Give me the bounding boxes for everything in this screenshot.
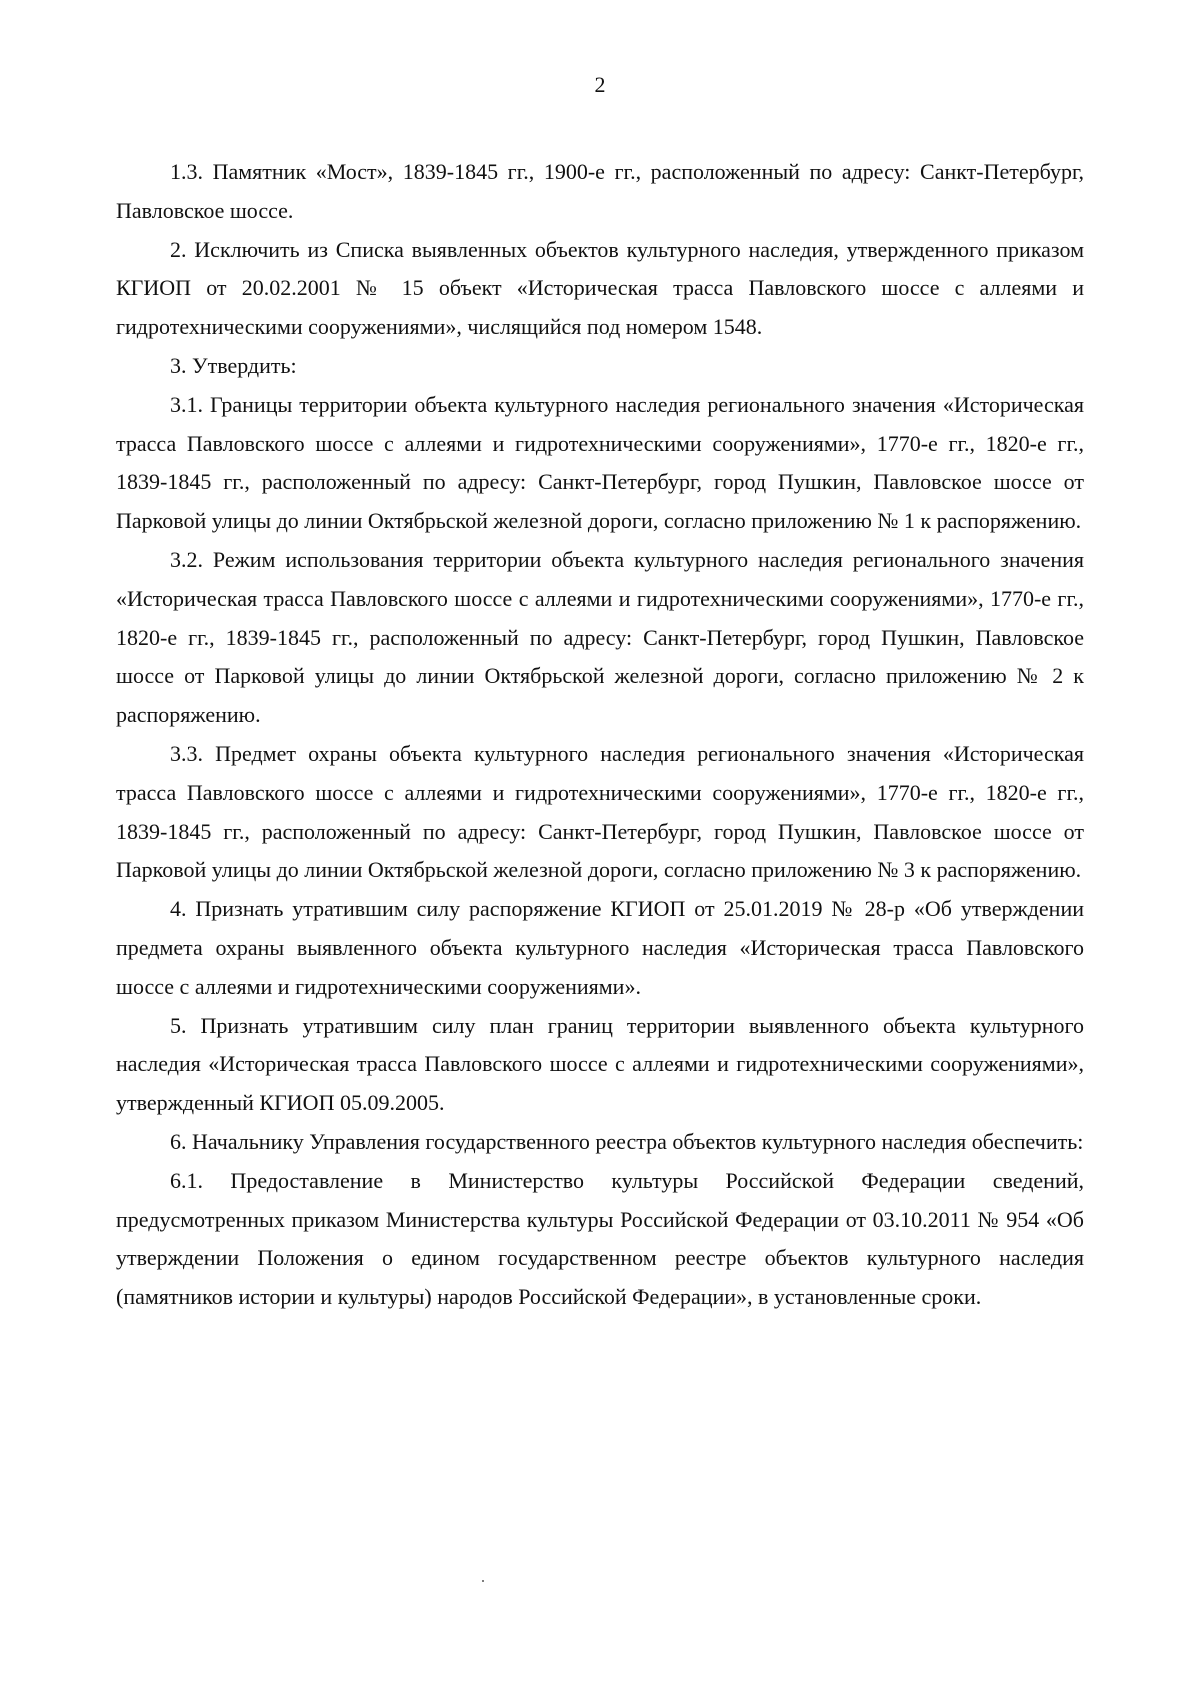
paragraph-3-2: 3.2. Режим использования территории объекта культурного наследия регионального значения «Историческая трасса Павловского шоссе с аллеями и гидротехническими сооружениями», 1770-е гг., 1820-е гг., 1839-1845 гг., расположенный по адресу: Санкт-Петербург, город Пушкин, Павловское шоссе от Парковой улицы до линии Октябрьской железной дороги, согласно приложению № 2 к распоряжению.: [116, 546, 1084, 728]
paragraph-3: 3. Утвердить:: [170, 352, 297, 378]
paragraph-5: 5. Признать утратившим силу план границ территории выявленного объекта культурного наследия «Историческая трасса Павловского шоссе с аллеями и гидротехническими сооружениями», утвержденный КГИОП 05.09.2005.: [116, 1012, 1084, 1116]
page-number: 2: [594, 72, 606, 97]
paragraph-2: 2. Исключить из Списка выявленных объектов культурного наследия, утвержденного приказом КГИОП от 20.02.2001 № 15 объект «Историческая трасса Павловского шоссе с аллеями и гидротехническими сооружениями», числящийся под номером 1548.: [116, 236, 1084, 340]
scan-dot-mark: [482, 1580, 484, 1582]
paragraph-4: 4. Признать утратившим силу распоряжение КГИОП от 25.01.2019 № 28-р «Об утверждении предмета охраны выявленного объекта культурного наследия «Историческая трасса Павловского шоссе с аллеями и гидротехническими сооружениями».: [116, 896, 1084, 999]
document-body: [116, 153, 1084, 1317]
paragraph-3-3: 3.3. Предмет охраны объекта культурного наследия регионального значения «Историческая трасса Павловского шоссе с аллеями и гидротехническими сооружениями», 1770-е гг., 1820-е гг., 1839-1845 гг., расположенный по адресу: Санкт-Петербург, город Пушкин, Павловское шоссе от Парковой улицы до линии Октябрьской железной дороги, согласно приложению № 3 к распоряжению.: [116, 740, 1084, 883]
paragraph-1-3: 1.3. Памятник «Мост», 1839-1845 гг., 1900-е гг., расположенный по адресу: Санкт-Петербург, Павловское шоссе.: [116, 159, 1084, 223]
paragraph-3-1: 3.1. Границы территории объекта культурного наследия регионального значения «Историческая трасса Павловского шоссе с аллеями и гидротехническими сооружениями», 1770-е гг., 1820-е гг., 1839-1845 гг., расположенный по адресу: Санкт-Петербург, город Пушкин, Павловское шоссе от Парковой улицы до линии Октябрьской железной дороги, согласно приложению № 1 к распоряжению.: [116, 391, 1084, 534]
paragraph-6-1: 6.1. Предоставление в Министерство культуры Российской Федерации сведений, предусмотренных приказом Министерства культуры Российской Федерации от 03.10.2011 № 954 «Об утверждении Положения о едином государственном реестре объектов культурного наследия (памятников истории и культуры) народов Российской Федерации», в установленные сроки.: [116, 1167, 1084, 1310]
paragraph-6: 6. Начальнику Управления государственного реестра объектов культурного наследия обеспечить:: [170, 1128, 1084, 1154]
